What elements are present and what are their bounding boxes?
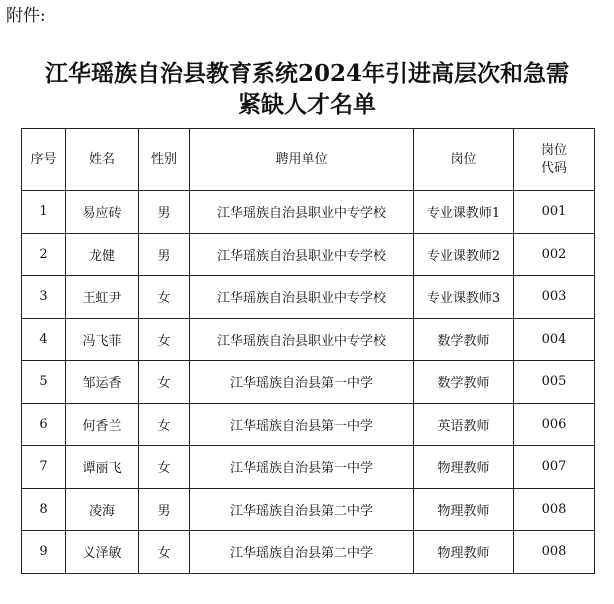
cell-name: 冯飞菲 — [66, 318, 139, 361]
cell-gender: 女 — [139, 318, 190, 361]
cell-post-code: 008 — [514, 531, 595, 574]
cell-post: 物理教师 — [414, 488, 514, 531]
title-line-1: 江华瑶族自治县教育系统2024年引进高层次和急需 — [44, 60, 569, 87]
cell-post: 英语教师 — [414, 403, 514, 446]
cell-name: 谭丽飞 — [66, 446, 139, 489]
cell-index: 7 — [22, 446, 66, 489]
table-row — [22, 403, 595, 446]
cell-post-code: 008 — [514, 488, 595, 531]
cell-unit: 江华瑶族自治县第二中学 — [190, 531, 414, 574]
cell-gender: 女 — [139, 531, 190, 574]
cell-index: 1 — [22, 191, 66, 234]
cell-unit: 江华瑶族自治县职业中专学校 — [190, 191, 414, 234]
cell-index: 8 — [22, 488, 66, 531]
cell-name: 王虹尹 — [66, 276, 139, 319]
cell-index: 6 — [22, 403, 66, 446]
cell-index: 3 — [22, 276, 66, 319]
attachment-label: 附件: — [6, 6, 46, 26]
cell-post-code: 003 — [514, 276, 595, 319]
cell-index: 5 — [22, 361, 66, 404]
header-gender: 性别 — [139, 129, 190, 191]
cell-unit: 江华瑶族自治县第一中学 — [190, 446, 414, 489]
cell-name: 义泽敏 — [66, 531, 139, 574]
cell-unit: 江华瑶族自治县职业中专学校 — [190, 233, 414, 276]
cell-post: 专业课教师3 — [414, 276, 514, 319]
title-line-2: 紧缺人才名单 — [238, 91, 376, 118]
header-post-code — [514, 129, 595, 191]
table-row — [22, 276, 595, 319]
cell-name: 凌海 — [66, 488, 139, 531]
header-post-code-line-2: 代码 — [540, 160, 567, 176]
cell-post-code: 001 — [514, 191, 595, 234]
cell-gender: 男 — [139, 191, 190, 234]
table-body — [22, 191, 595, 574]
header-index: 序号 — [22, 129, 66, 191]
document-title — [0, 58, 614, 120]
cell-index: 9 — [22, 531, 66, 574]
cell-post: 数学教师 — [414, 361, 514, 404]
cell-gender: 女 — [139, 446, 190, 489]
cell-post-code: 002 — [514, 233, 595, 276]
table-row — [22, 191, 595, 234]
cell-gender: 女 — [139, 276, 190, 319]
cell-name: 邹运香 — [66, 361, 139, 404]
cell-post-code: 006 — [514, 403, 595, 446]
cell-unit: 江华瑶族自治县第一中学 — [190, 361, 414, 404]
header-post: 岗位 — [414, 129, 514, 191]
header-unit: 聘用单位 — [190, 129, 414, 191]
table-row — [22, 361, 595, 404]
cell-index: 2 — [22, 233, 66, 276]
header-name: 姓名 — [66, 129, 139, 191]
table-row — [22, 318, 595, 361]
table-row — [22, 488, 595, 531]
cell-post-code: 005 — [514, 361, 595, 404]
cell-post: 专业课教师1 — [414, 191, 514, 234]
cell-index: 4 — [22, 318, 66, 361]
table-row — [22, 233, 595, 276]
cell-gender: 男 — [139, 488, 190, 531]
talent-roster-table — [21, 128, 595, 574]
cell-post: 专业课教师2 — [414, 233, 514, 276]
table-header-row — [22, 129, 595, 191]
cell-post: 物理教师 — [414, 531, 514, 574]
cell-unit: 江华瑶族自治县职业中专学校 — [190, 318, 414, 361]
cell-name: 易应砖 — [66, 191, 139, 234]
cell-gender: 男 — [139, 233, 190, 276]
cell-post-code: 004 — [514, 318, 595, 361]
header-post-code-line-1: 岗位 — [540, 142, 567, 158]
cell-name: 何香兰 — [66, 403, 139, 446]
table-row — [22, 531, 595, 574]
cell-name: 龙健 — [66, 233, 139, 276]
cell-post-code: 007 — [514, 446, 595, 489]
table-row — [22, 446, 595, 489]
cell-unit: 江华瑶族自治县职业中专学校 — [190, 276, 414, 319]
cell-post: 物理教师 — [414, 446, 514, 489]
cell-unit: 江华瑶族自治县第一中学 — [190, 403, 414, 446]
cell-gender: 女 — [139, 361, 190, 404]
cell-gender: 女 — [139, 403, 190, 446]
cell-unit: 江华瑶族自治县第二中学 — [190, 488, 414, 531]
cell-post: 数学教师 — [414, 318, 514, 361]
